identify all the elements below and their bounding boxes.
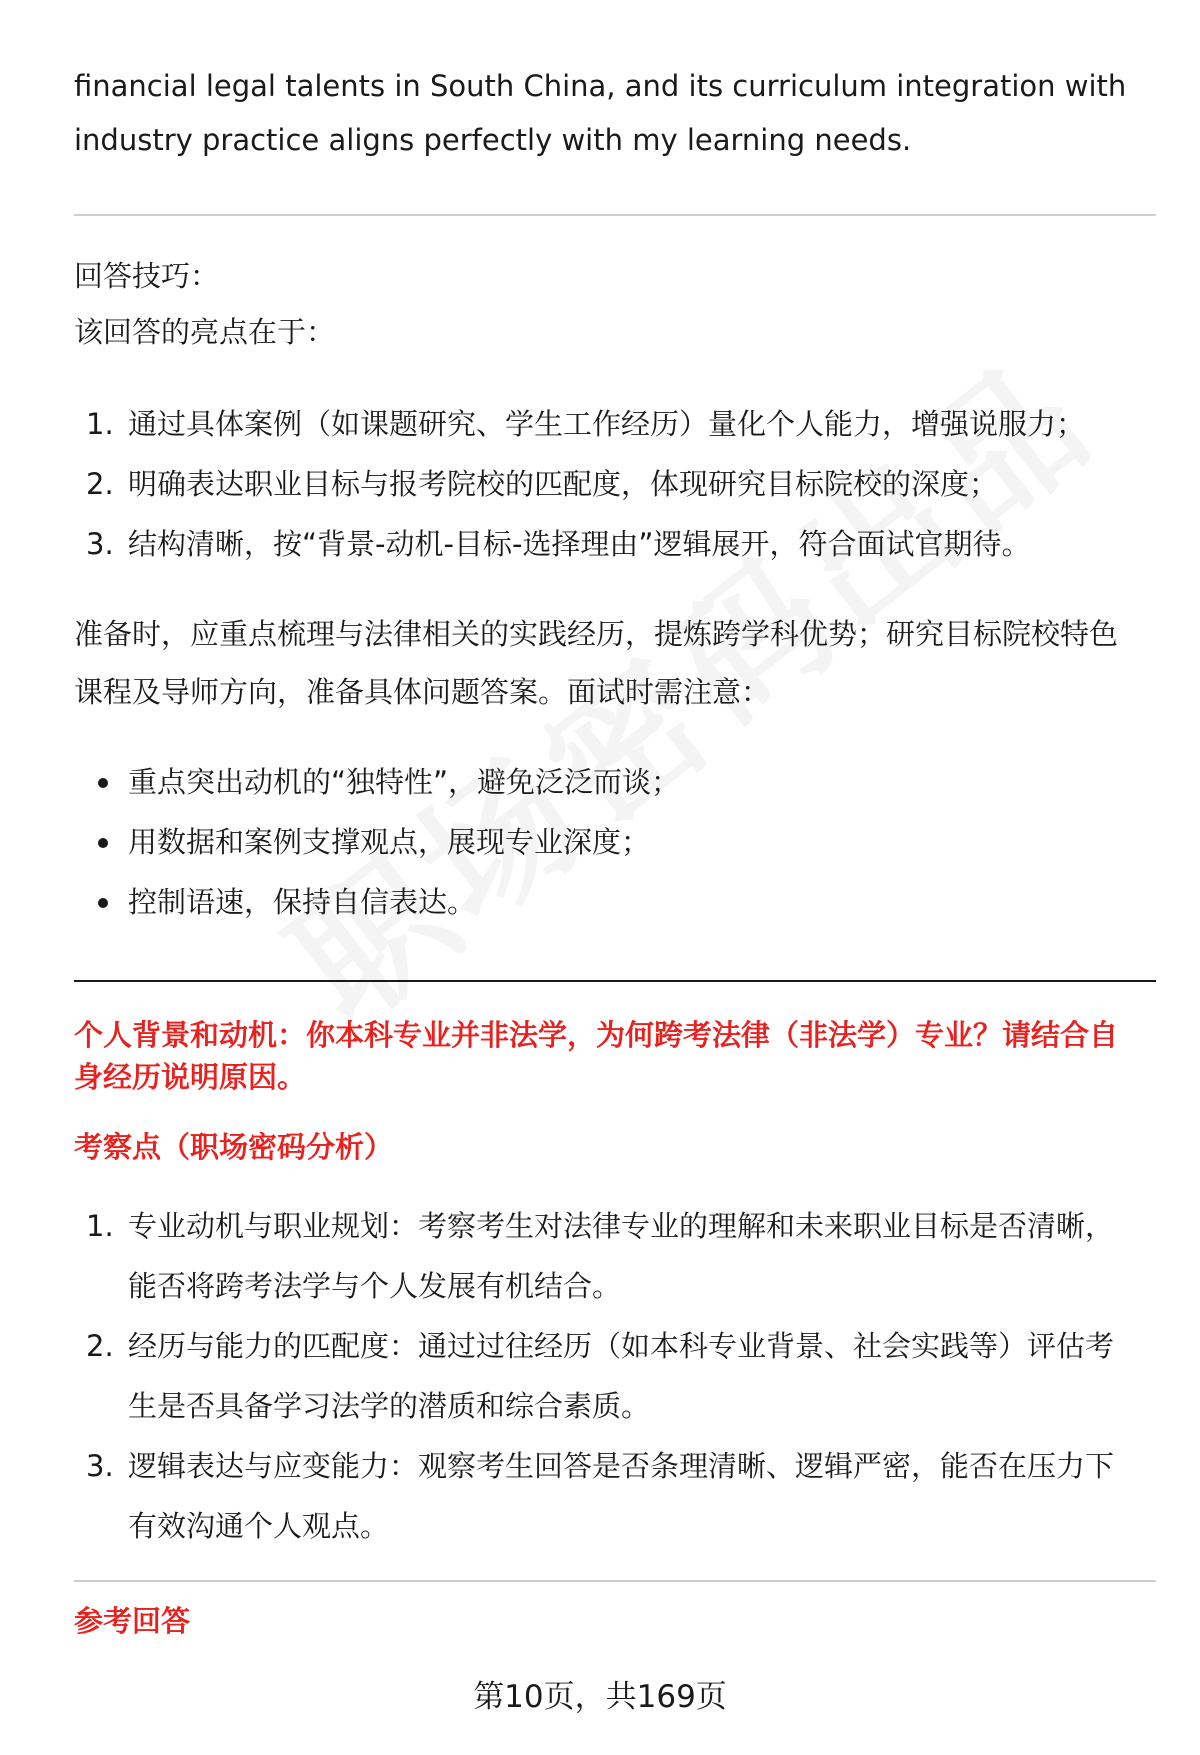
tips-subtitle: 该回答的亮点在于： <box>74 315 336 349</box>
list-text: 用数据和案例支撑观点，展现专业深度； <box>128 825 651 859</box>
list-item <box>74 1196 1156 1316</box>
list-text: 结构清晰，按“背景-动机-目标-选择理由”逻辑展开，符合面试官期待。 <box>128 527 1031 561</box>
bullet-icon <box>98 838 108 848</box>
list-text: 逻辑表达与应变能力：观察考生回答是否条理清晰、逻辑严密，能否在压力下 <box>128 1449 1115 1483</box>
divider-1 <box>74 214 1156 216</box>
tips-list <box>74 394 1156 574</box>
list-item <box>74 514 1156 574</box>
list-item <box>74 454 1156 514</box>
list-text-cont: 生是否具备学习法学的潜质和综合素质。 <box>128 1389 651 1423</box>
list-number: 3. <box>86 1449 114 1483</box>
list-text: 专业动机与职业规划：考察考生对法律专业的理解和未来职业目标是否清晰， <box>128 1209 1115 1243</box>
bullet-icon <box>98 898 108 908</box>
divider-2 <box>74 980 1156 982</box>
list-text: 重点突出动机的“独特性”，避免泛泛而谈； <box>128 765 681 799</box>
list-item <box>74 394 1156 454</box>
list-text: 通过具体案例（如课题研究、学生工作经历）量化个人能力，增强说服力； <box>128 407 1086 441</box>
analysis-title: 考察点（职场密码分析） <box>74 1130 394 1164</box>
list-text: 经历与能力的匹配度：通过过往经历（如本科专业背景、社会实践等）评估考 <box>128 1329 1115 1363</box>
question-line-1: 个人背景和动机：你本科专业并非法学，为何跨考法律（非法学）专业？请结合自 <box>74 1018 1119 1052</box>
list-number: 1. <box>86 1209 114 1243</box>
tips-bullets <box>74 752 1156 932</box>
divider-3 <box>74 1580 1156 1582</box>
reference-title: 参考回答 <box>74 1604 191 1638</box>
list-text: 明确表达职业目标与报考院校的匹配度，体现研究目标院校的深度； <box>128 467 999 501</box>
intro-line-2: industry practice aligns perfectly with my learning needs. <box>74 123 912 157</box>
prep-line-1: 准备时，应重点梳理与法律相关的实践经历，提炼跨学科优势；研究目标院校特色 <box>74 617 1119 651</box>
list-item <box>74 1436 1156 1556</box>
list-number: 2. <box>86 1329 114 1363</box>
analysis-list <box>74 1196 1156 1556</box>
list-text: 控制语速，保持自信表达。 <box>128 885 477 919</box>
list-number: 2. <box>86 467 114 501</box>
bullet-icon <box>98 778 108 788</box>
list-text-cont: 有效沟通个人观点。 <box>128 1509 390 1543</box>
prep-line-2: 课程及导师方向，准备具体问题答案。面试时需注意： <box>74 675 771 709</box>
list-number: 1. <box>86 407 114 441</box>
page-number: 第10页，共169页 <box>473 1679 727 1715</box>
intro-line-1: financial legal talents in South China, and its curriculum integration with <box>74 69 1127 103</box>
list-item <box>74 752 1156 812</box>
list-item <box>74 1316 1156 1436</box>
list-text-cont: 能否将跨考法学与个人发展有机结合。 <box>128 1269 622 1303</box>
list-item <box>74 872 1156 932</box>
question-line-2: 身经历说明原因。 <box>74 1060 307 1094</box>
list-number: 3. <box>86 527 114 561</box>
tips-title: 回答技巧： <box>74 259 220 293</box>
list-item <box>74 812 1156 872</box>
